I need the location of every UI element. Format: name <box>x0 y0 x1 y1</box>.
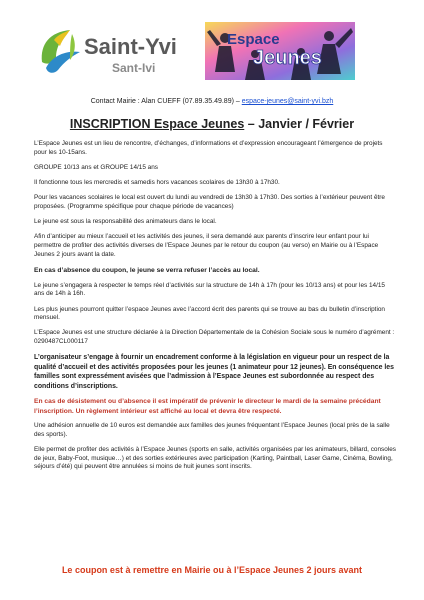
paragraph: Une adhésion annuelle de 10 euros est demandée aux familles des jeunes fréquentant l’Espace Jeunes (local près de la salle des sports). <box>34 422 390 438</box>
espace-title: Espace <box>227 31 280 48</box>
espace-jeunes-logo <box>205 22 355 80</box>
paragraph: Le jeune s’engagera à respecter le temps réel d’activités sur la structure de 14h à 17h (pour les 10/13 ans) et pour les 14/15 ans de 14h à 16h. <box>34 281 385 298</box>
paragraph: Il fonctionne tous les mercredis et samedis hors vacances scolaires de 13h30 à 17h30. <box>34 179 280 187</box>
paragraph: Elle permet de profiter des activités à l’Espace Jeunes (sports en salle, activités organisées par les animateurs, billard, consoles de jeux, Baby-Foot, musique…) et des sorties extérieures avec participation (Karting, Paintball, Laser Game, Cinéma, Bowling, séjours d’été) qui peuvent être annulées si moins de huit jeunes sont inscrits. <box>34 446 396 471</box>
commitment-text: L’organisateur s’engage à fournir un encadrement conforme à la législation en vigueur pour un respect de la qualité d’accueil et des activités proposées pour les jeunes (1 animateur pour 12 jeunes). En conséquence les familles sont expressément avisées que l’admission à l’Espace Jeunes est subordonnée au respect des conditions d’inscriptions. <box>34 354 394 390</box>
title-period: – Janvier / Février <box>247 117 355 131</box>
withdrawal-text: En cas de désistement ou d’absence il est impératif de prévenir le directeur le mardi de la semaine précédant l’inscription. Un règlement intérieur est affiché au local et devra être respecté. <box>34 398 381 415</box>
contact-line <box>0 98 424 105</box>
contact-text: Contact Mairie : Alan CUEFF (07.89.35.49.89) – <box>90 98 240 105</box>
paragraph: Pour les vacances scolaires le local est ouvert du lundi au vendredi de 13h30 à 17h30. Des sorties à l’extérieur peuvent être proposées. (Programme spécifique pour chaque période de vacances) <box>34 194 385 211</box>
paragraph: Les plus jeunes pourront quitter l’espace Jeunes avec l’accord écrit des parents qui se trouve au bas du bulletin d’inscription mensuel. <box>34 305 385 322</box>
paragraph: Le jeune est sous la responsabilité des animateurs dans le local. <box>34 218 217 226</box>
saint-yvi-logo <box>36 22 186 82</box>
jeunes-title: Jeunes <box>253 47 322 69</box>
paragraph: L’Espace Jeunes est un lieu de rencontre, d’échanges, d’informations et d’expression encourageant l’émergence de projets pour les 10-15ans. <box>34 140 383 156</box>
paragraph: Afin d’anticiper au mieux l’accueil et les activités des jeunes, il sera demandé aux parents d’inscrire leur enfant pour lui permettre de profiter des activités diverses de l’Espace Jeunes par le retour du coupon (au verso) en Mairie ou à l’Espace Jeunes 2 jours avant la date. <box>34 233 379 258</box>
paragraph: GROUPE 10/13 ans et GROUPE 14/15 ans <box>34 163 158 171</box>
coupon-reminder: Le coupon est à remettre en Mairie ou à l’Espace Jeunes 2 jours avant <box>61 565 363 575</box>
town-name: Saint-Yvi <box>84 34 177 59</box>
page-title <box>0 117 424 131</box>
email-link[interactable]: espace-jeunes@saint-yvi.bzh <box>241 98 334 105</box>
document-body <box>34 140 396 479</box>
paragraph: L’Espace Jeunes est une structure déclarée à la Direction Départementale de la Cohésion Sociale sous le numéro d’agrément : 0290487CL000117 <box>34 329 395 346</box>
town-subtitle: Sant-Ivi <box>112 61 156 75</box>
leaf-icon <box>42 30 80 73</box>
title-main: INSCRIPTION Espace Jeunes <box>69 117 245 131</box>
warning-text: En cas d’absence du coupon, le jeune se verra refuser l’accès au local. <box>34 267 260 275</box>
